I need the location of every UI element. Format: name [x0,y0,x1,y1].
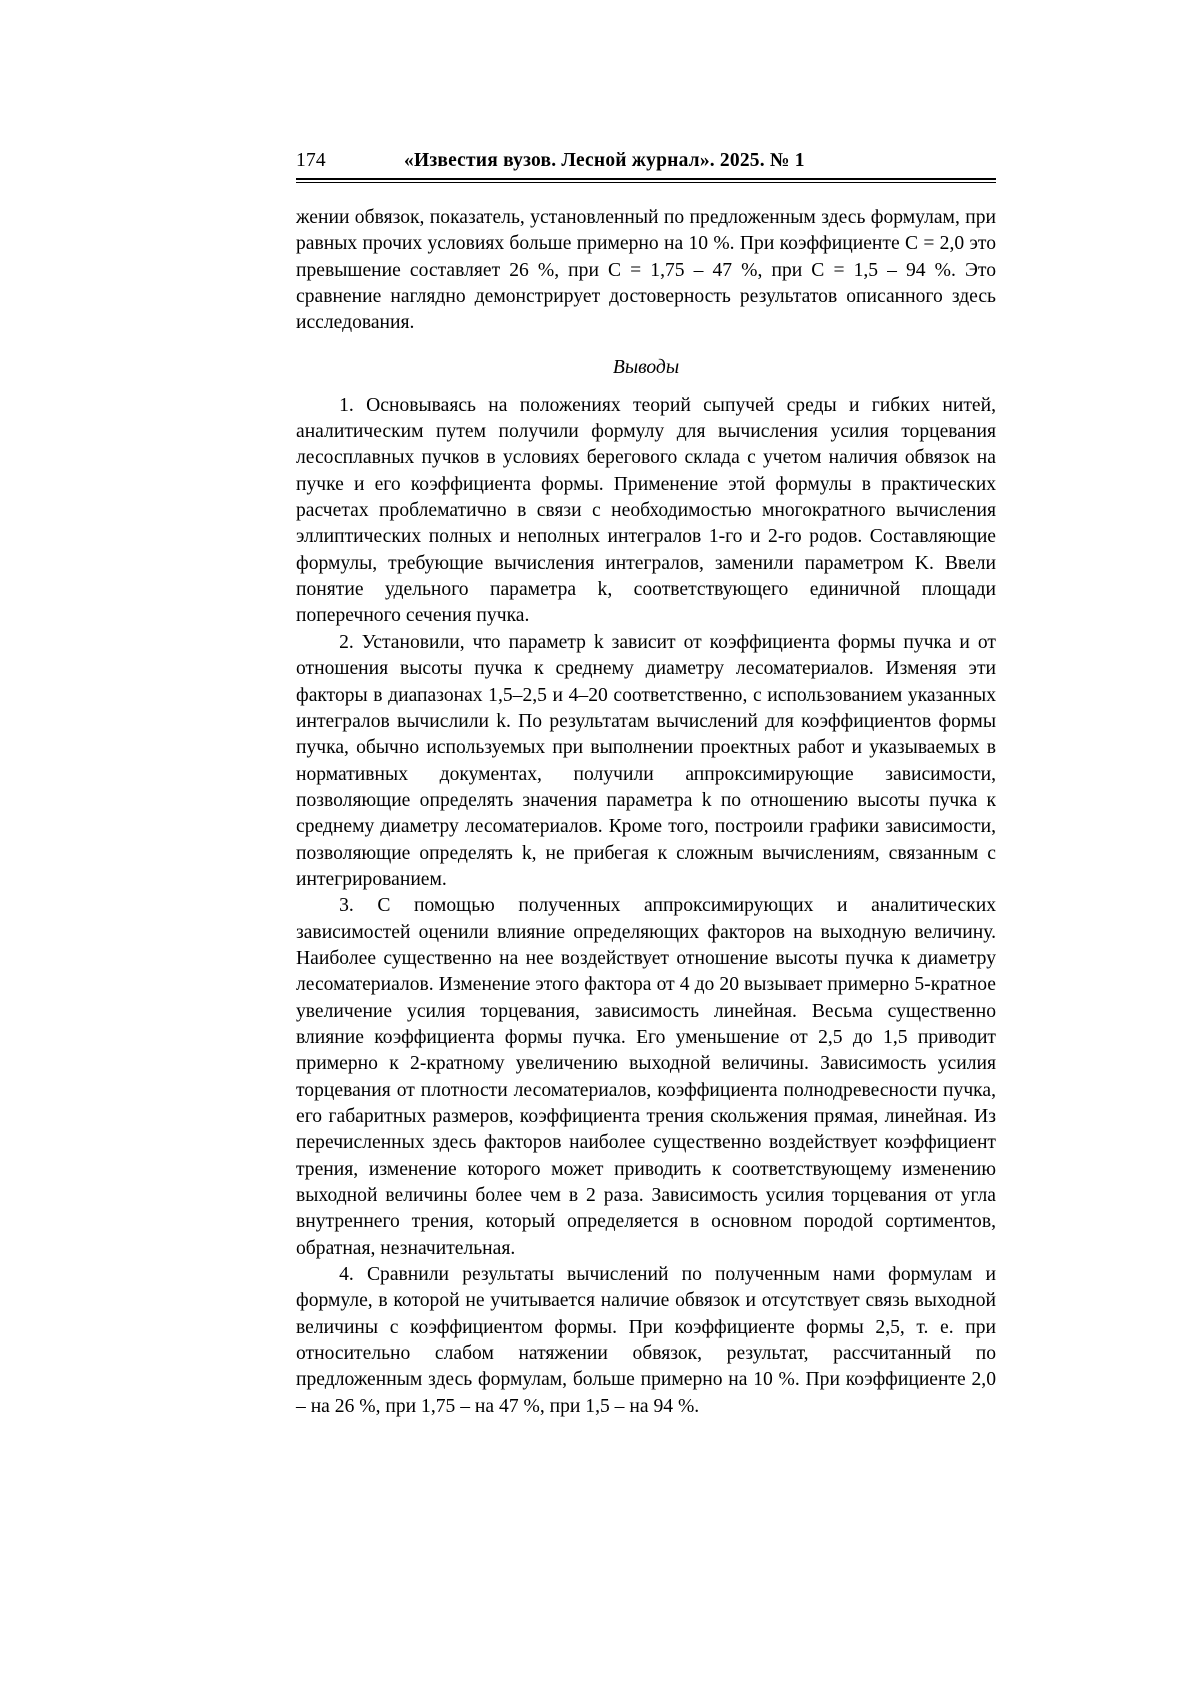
page-content [296,150,996,1420]
conclusion-item-1: 1. Основываясь на положениях теорий сыпучей среды и гибких нитей, аналитическим путем получили формулу для вычисления усилия торцевания лесосплавных пучков в условиях берегового склада с учетом наличия обвязок на пучке и его коэффициента формы. Применение этой формулы в практических расчетах проблематично в связи с необходимостью многократного вычисления эллиптических полных и неполных интегралов 1-го и 2-го родов. Составляющие формулы, требующие вычисления интегралов, заменили параметром K. Ввели понятие удельного параметра k, соответствующего единичной площади поперечного сечения пучка. [296,394,996,627]
header-rule [296,178,996,183]
conclusion-item-4: 4. Сравнили результаты вычислений по полученным нами формулам и формуле, в которой не учитывается наличие обвязок и отсутствует связь выходной величины с коэффициентом формы. При коэффициенте формы 2,5, т. е. при относительно слабом натяжении обвязок, результат, рассчитанный по предложенным здесь формулам, больше примерно на 10 %. При коэффициенте 2,0 – на 26 %, при 1,75 – на 47 %, при 1,5 – на 94 %. [296,1264,996,1417]
running-head [296,150,996,178]
journal-title: «Известия вузов. Лесной журнал». 2025. № 1 [404,150,805,171]
conclusion-item-3: 3. С помощью полученных аппроксимирующих и аналитических зависимостей оценили влияние определяющих факторов на выходную величину. Наиболее существенно на нее воздействует отношение высоты пучка к диаметру лесоматериалов. Изменение этого фактора от 4 до 20 вызывает примерно 5-кратное увеличение усилия торцевания, зависимость линейная. Весьма существенно влияние коэффициента формы пучка. Его уменьшение от 2,5 до 1,5 приводит примерно к 2-кратному увеличению выходной величины. Зависимость усилия торцевания от плотности лесоматериалов, коэффициента полнодревесности пучка, его габаритных размеров, коэффициента трения скольжения прямая, линейная. Из перечисленных здесь факторов наиболее существенно воздействует коэффициент трения, изменение которого может приводить к соответствующему изменению выходной величины более чем в 2 раза. Зависимость усилия торцевания от угла внутреннего трения, который определяется в основном породой сортиментов, обратная, незначительная. [296,895,996,1259]
continued-paragraph: жении обвязок, показатель, установленный по предложенным здесь формулам, при равных прочих условиях больше примерно на 10 %. При коэффициенте C = 2,0 это превышение составляет 26 %, при C = 1,75 – 47 %, при C = 1,5 – 94 %. Это сравнение наглядно демонстрирует достоверность результатов описанного здесь исследования. [296,207,996,334]
conclusion-item-2: 2. Установили, что параметр k зависит от коэффициента формы пучка и от отношения высоты пучка к среднему диаметру лесоматериалов. Изменяя эти факторы в диапазонах 1,5–2,5 и 4–20 соответственно, с использованием указанных интегралов вычислили k. По результатам вычислений для коэффициентов формы пучка, обычно используемых при выполнении проектных работ и указываемых в нормативных документах, получили аппроксимирующие зависимости, позволяющие определять значения параметра k по отношению высоты пучка к среднему диаметру лесоматериалов. Кроме того, построили графики зависимости, позволяющие определять k, не прибегая к сложным вычислениям, связанным с интегрированием. [296,631,996,890]
section-heading: Выводы [612,356,680,378]
page-number: 174 [296,150,326,171]
